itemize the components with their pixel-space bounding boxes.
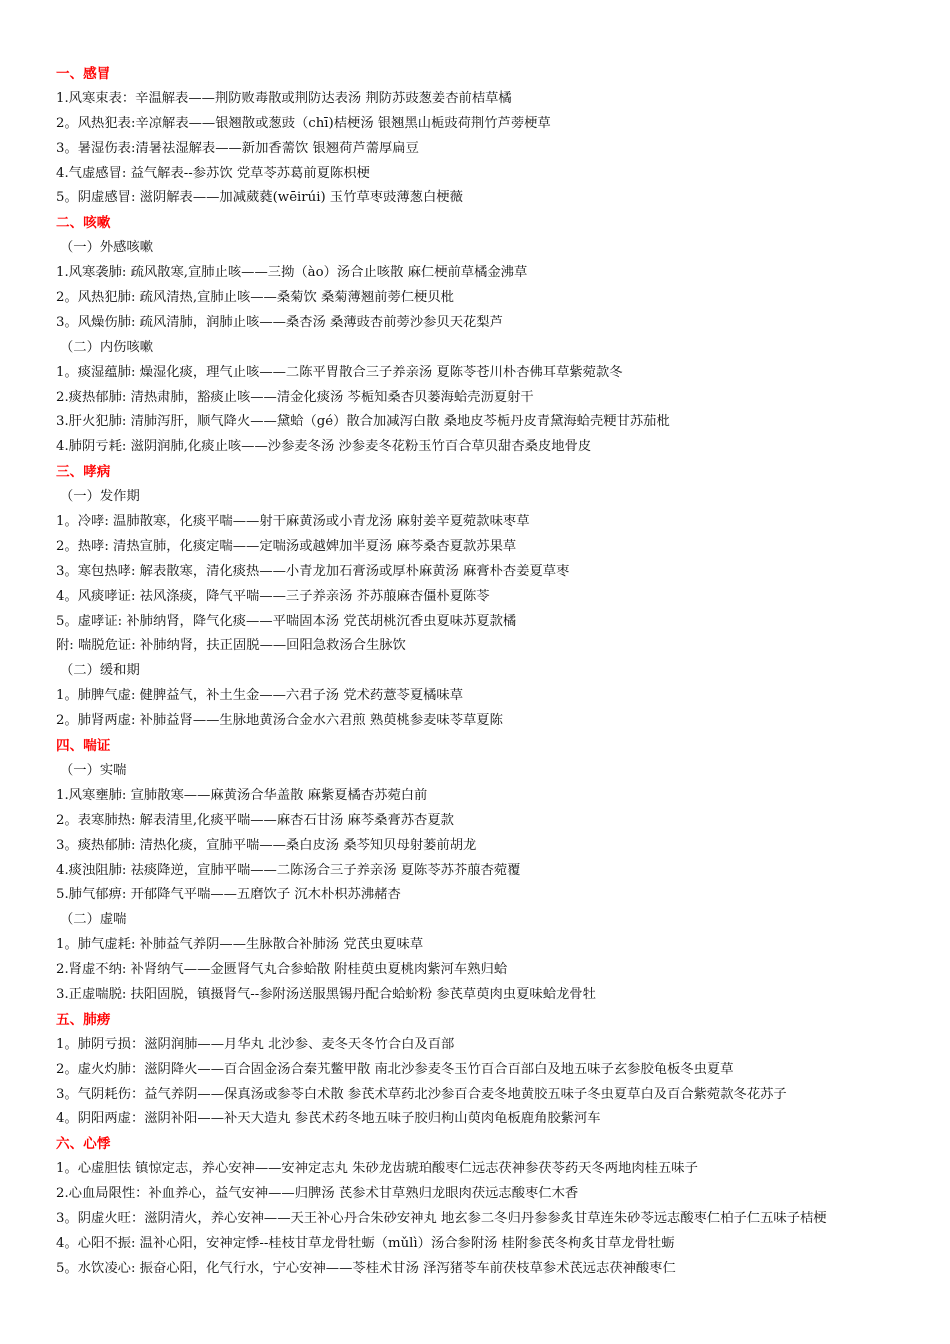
section-heading: 三、哮病	[56, 464, 111, 481]
entry-line: 3。痰热郁肺: 清热化痰，宣肺平喘——桑白皮汤 桑芩知贝母射蒌前胡龙	[56, 837, 477, 853]
entry-line: 1.风寒束表：辛温解表——荆防败毒散或荆防达表汤 荆防苏豉葱姜杏前桔草橘	[56, 90, 512, 106]
entry-line: 4。心阳不振: 温补心阳，安神定悸--桂枝甘草龙骨牡蛎（mǔlì）汤合参附汤 桂附参芪冬枸炙甘草龙骨牡蛎	[56, 1235, 675, 1251]
entry-line: 5.肺气郁痹: 开郁降气平喘——五磨饮子 沉木朴枳苏沸赭杏	[56, 887, 401, 903]
entry-line: 3.正虚喘脱: 扶阳固脱，镇摄肾气--参附汤送服黑锡丹配合蛤蚧粉 参芪草萸肉虫夏味蛤龙骨牡	[56, 986, 596, 1002]
entry-line: 1。冷哮: 温肺散寒，化痰平喘——射干麻黄汤或小青龙汤 麻射姜辛夏菀款味枣草	[56, 514, 530, 530]
entry-line: 2.肾虚不纳: 补肾纳气——金匮肾气丸合参蛤散 附桂萸虫夏桃肉紫河车熟归蛤	[56, 962, 508, 978]
entry-line: 3。阴虚火旺：滋阴清火，养心安神——天王补心丹合朱砂安神丸 地玄参二冬归丹参参炙甘草连朱砂苓远志酸枣仁柏子仁五味子桔梗	[56, 1210, 827, 1226]
section-heading: 一、感冒	[56, 66, 111, 82]
section-heading: 四、喘证	[56, 738, 111, 755]
entry-line: 4。阴阳两虚：滋阴补阳——补天大造丸 参芪术药冬地五味子胶归枸山萸肉龟板鹿角胶紫河车	[56, 1111, 601, 1127]
subsection-label: （一）实喘	[60, 762, 127, 778]
entry-line: 1。肺脾气虚: 健脾益气，补土生金——六君子汤 党术药薏苓夏橘味草	[56, 688, 464, 704]
entry-line: 2。风热犯表:辛凉解表——银翘散或葱豉（chī)桔梗汤 银翘黑山栀豉荷荆竹芦蒡梗草	[56, 115, 551, 131]
entry-line: 3。气阴耗伤：益气养阴——保真汤或参苓白术散 参芪术草药北沙参百合麦冬地黄胶五味子冬虫夏草白及百合紫菀款冬花苏子	[56, 1086, 787, 1102]
subsection-label: （一）外感咳嗽	[60, 240, 154, 256]
entry-line: 1。心虚胆怯 镇惊定志，养心安神——安神定志丸 朱砂龙齿琥珀酸枣仁远志茯神参茯苓药天冬两地肉桂五味子	[56, 1161, 698, 1177]
entry-line: 1.风寒袭肺: 疏风散寒,宣肺止咳——三拗（ào）汤合止咳散 麻仁梗前草橘金沸草	[56, 265, 528, 281]
section-heading: 六、心悸	[56, 1136, 111, 1153]
entry-line: 4。风痰哮证: 祛风涤痰，降气平喘——三子养亲汤 芥苏菔麻杏僵朴夏陈苓	[56, 588, 490, 604]
entry-line: 4.肺阴亏耗: 滋阴润肺,化痰止咳——沙参麦冬汤 沙参麦冬花粉玉竹百合草贝甜杏桑皮地骨皮	[56, 439, 592, 455]
entry-line: 1。肺气虚耗: 补肺益气养阴——生脉散合补肺汤 党芪虫夏味草	[56, 937, 424, 953]
entry-line: 2。表寒肺热: 解表清里,化痰平喘——麻杏石甘汤 麻芩桑膏苏杏夏款	[56, 812, 454, 828]
entry-line: 2。热哮: 清热宣肺，化痰定喘——定喘汤或越婢加半夏汤 麻芩桑杏夏款苏果草	[56, 538, 517, 554]
subsection-label: （二）虚喘	[60, 912, 127, 928]
subsection-label: （二）内伤咳嗽	[60, 339, 154, 355]
entry-line: 3。寒包热哮: 解表散寒，清化痰热——小青龙加石膏汤或厚朴麻黄汤 麻膏朴杏姜夏草枣	[56, 563, 570, 579]
entry-line: 3。风燥伤肺: 疏风清肺，润肺止咳——桑杏汤 桑薄豉杏前蒡沙参贝天花梨芦	[56, 314, 503, 330]
entry-line: 5。阴虚感冒: 滋阴解表——加减葳蕤(wēirúi) 玉竹草枣豉薄葱白梗薇	[56, 190, 463, 206]
entry-line: 1。痰湿蕴肺: 燥湿化痰，理气止咳——二陈平胃散合三子养亲汤 夏陈苓苍川朴杏佛耳草紫菀款冬	[56, 364, 623, 380]
entry-line: 2.心血局限性：补血养心，益气安神——归脾汤 芪参术甘草熟归龙眼肉茯远志酸枣仁木香	[56, 1186, 579, 1202]
entry-line: 5。水饮凌心: 振奋心阳，化气行水，宁心安神——苓桂术甘汤 泽泻猪苓车前茯枝草参术芪远志茯神酸枣仁	[56, 1260, 676, 1276]
section-heading: 二、咳嗽	[56, 215, 111, 232]
document-body	[56, 62, 926, 1282]
entry-line: 3.肝火犯肺: 清肺泻肝，顺气降火——黛蛤（gé）散合加减泻白散 桑地皮芩栀丹皮青黛海蛤壳粳甘苏茄枇	[56, 414, 670, 430]
subsection-label: （二）缓和期	[60, 663, 140, 679]
entry-line: 2。风热犯肺: 疏风清热,宣肺止咳——桑菊饮 桑菊薄翘前蒡仁梗贝枇	[56, 290, 454, 306]
entry-line: 3。暑湿伤表:清暑祛湿解表——新加香薷饮 银翘荷芦薷厚扁豆	[56, 140, 419, 156]
entry-line: 5。虚哮证: 补肺纳肾，降气化痰——平喘固本汤 党芪胡桃沉香虫夏味苏夏款橘	[56, 613, 517, 629]
entry-line: 1.风寒壅肺: 宣肺散寒——麻黄汤合华盖散 麻紫夏橘杏苏菀白前	[56, 787, 428, 803]
entry-line: 2.痰热郁肺: 清热肃肺，豁痰止咳——清金化痰汤 芩栀知桑杏贝蒌海蛤壳沥夏射干	[56, 389, 534, 405]
entry-line: 2。肺肾两虚: 补肺益肾——生脉地黄汤合金水六君煎 熟萸桃参麦味苓草夏陈	[56, 713, 503, 729]
entry-line: 2。虚火灼肺：滋阴降火——百合固金汤合秦艽鳖甲散 南北沙参麦冬玉竹百合百部白及地五味子玄参胶龟板冬虫夏草	[56, 1061, 734, 1077]
entry-line: 4.气虚感冒: 益气解表--参苏饮 党草苓苏葛前夏陈枳梗	[56, 165, 370, 181]
entry-line: 附: 喘脱危证: 补肺纳肾，扶正固脱——回阳急救汤合生脉饮	[56, 638, 406, 654]
section-heading: 五、肺痨	[56, 1011, 111, 1028]
entry-line: 1。肺阴亏损：滋阴润肺——月华丸 北沙参、麦冬天冬竹合白及百部	[56, 1036, 455, 1052]
entry-line: 4.痰浊阻肺: 祛痰降逆，宣肺平喘——二陈汤合三子养亲汤 夏陈苓苏芥菔杏菀覆	[56, 862, 521, 878]
subsection-label: （一）发作期	[60, 489, 140, 505]
